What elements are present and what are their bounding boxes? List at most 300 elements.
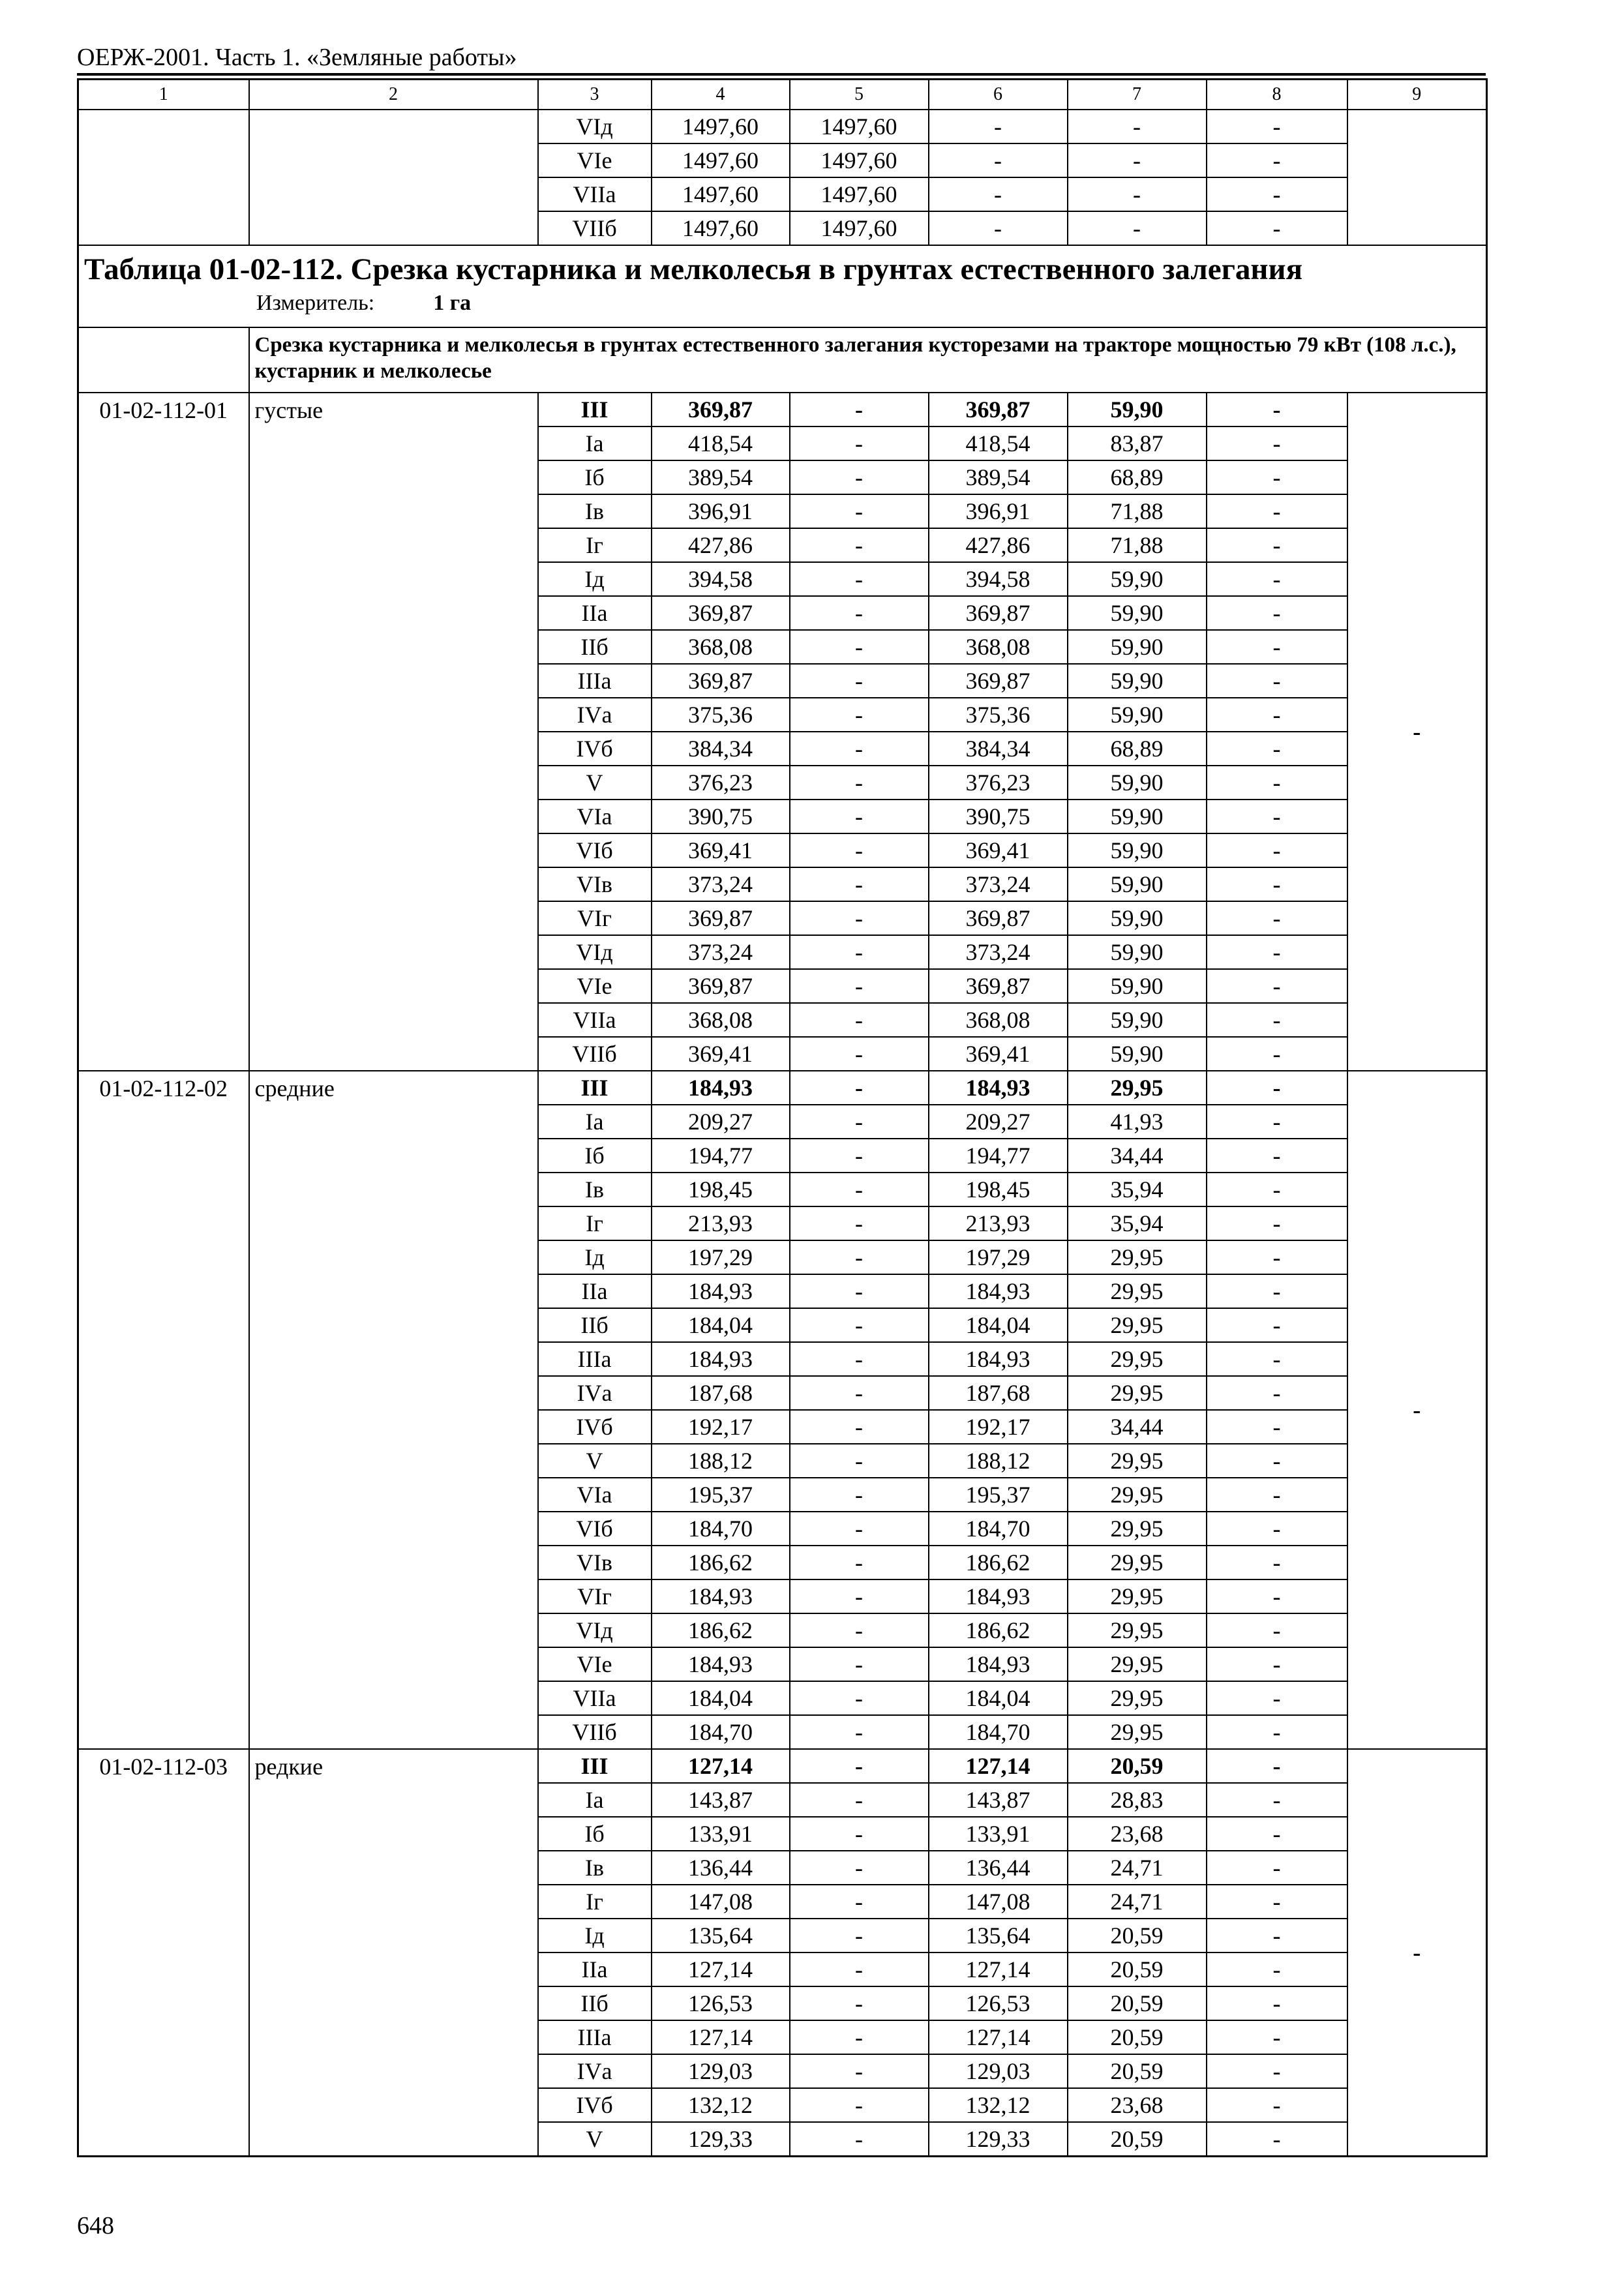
table-cell: - xyxy=(1207,1783,1347,1817)
table-cell: - xyxy=(1207,1342,1347,1376)
table-cell: 20,59 xyxy=(1068,1919,1207,1952)
norm-name: густые xyxy=(249,393,538,1071)
col9-cell: - xyxy=(1347,1071,1487,1749)
table-cell: 369,41 xyxy=(929,833,1068,867)
table-cell: Iд xyxy=(538,1240,652,1274)
table-cell: 198,45 xyxy=(929,1173,1068,1206)
table-cell: - xyxy=(929,143,1068,177)
table-cell: 418,54 xyxy=(652,426,790,460)
table-cell: 20,59 xyxy=(1068,1952,1207,1986)
table-cell: 194,77 xyxy=(929,1139,1068,1173)
table-cell: 34,44 xyxy=(1068,1410,1207,1444)
table-cell: - xyxy=(1207,1885,1347,1919)
description-blank-cell xyxy=(78,327,249,393)
table-cell: 369,87 xyxy=(652,393,790,426)
table-cell: 133,91 xyxy=(652,1817,790,1851)
table-cell: 198,45 xyxy=(652,1173,790,1206)
table-cell: 390,75 xyxy=(929,800,1068,833)
table-cell: 184,93 xyxy=(929,1274,1068,1308)
table-cell: - xyxy=(790,1546,929,1579)
table-cell: 373,24 xyxy=(929,935,1068,969)
table-cell: 213,93 xyxy=(929,1206,1068,1240)
norm-code: 01-02-112-02 xyxy=(78,1071,249,1749)
table-cell: 1497,60 xyxy=(790,211,929,245)
table-cell: 427,86 xyxy=(929,528,1068,562)
table-cell: 59,90 xyxy=(1068,630,1207,664)
table-cell: - xyxy=(1207,1003,1347,1037)
table-cell: 394,58 xyxy=(929,562,1068,596)
table-cell: 186,62 xyxy=(652,1613,790,1647)
table-cell: - xyxy=(1207,426,1347,460)
table-cell: - xyxy=(790,562,929,596)
table-cell: 147,08 xyxy=(652,1885,790,1919)
table-cell: 135,64 xyxy=(929,1919,1068,1952)
table-cell: - xyxy=(790,460,929,494)
table-cell: - xyxy=(1207,2054,1347,2088)
table-cell: 184,70 xyxy=(929,1715,1068,1749)
column-number: 6 xyxy=(929,80,1068,110)
table-cell: - xyxy=(1207,1037,1347,1071)
column-number: 9 xyxy=(1347,80,1487,110)
table-cell: - xyxy=(790,1919,929,1952)
table-cell: - xyxy=(790,1478,929,1512)
column-number-row xyxy=(78,80,1487,110)
table-cell: 24,71 xyxy=(1068,1885,1207,1919)
table-cell: - xyxy=(1207,1206,1347,1240)
table-cell: - xyxy=(790,1613,929,1647)
table-cell: VIв xyxy=(538,867,652,901)
table-cell: - xyxy=(790,1003,929,1037)
table-cell: - xyxy=(790,393,929,426)
table-cell: 396,91 xyxy=(929,494,1068,528)
table-cell: 376,23 xyxy=(652,766,790,800)
table-cell: 186,62 xyxy=(652,1546,790,1579)
table-cell: - xyxy=(790,1206,929,1240)
table-cell: 369,87 xyxy=(929,969,1068,1003)
table-cell: 29,95 xyxy=(1068,1613,1207,1647)
table-cell: - xyxy=(790,833,929,867)
table-cell: 35,94 xyxy=(1068,1206,1207,1240)
table-cell: 127,14 xyxy=(929,1952,1068,1986)
table-cell: IVб xyxy=(538,732,652,766)
table-cell: - xyxy=(790,698,929,732)
table-cell: 59,90 xyxy=(1068,935,1207,969)
table-cell: 209,27 xyxy=(929,1105,1068,1139)
table-cell: IVб xyxy=(538,1410,652,1444)
table-cell: VIе xyxy=(538,1647,652,1681)
table-cell: 384,34 xyxy=(929,732,1068,766)
table-cell: V xyxy=(538,2122,652,2157)
table-cell: - xyxy=(1207,664,1347,698)
table-cell: 132,12 xyxy=(929,2088,1068,2122)
table-cell: V xyxy=(538,766,652,800)
table-cell: VIб xyxy=(538,833,652,867)
table-cell: 127,14 xyxy=(929,1749,1068,1783)
table-cell: IVб xyxy=(538,2088,652,2122)
table-cell: - xyxy=(790,1715,929,1749)
table-cell: 369,87 xyxy=(929,393,1068,426)
table-cell: - xyxy=(1207,1444,1347,1478)
table-cell: Iв xyxy=(538,494,652,528)
table-cell: - xyxy=(790,426,929,460)
table-cell: 373,24 xyxy=(929,867,1068,901)
table-cell: - xyxy=(790,1240,929,1274)
table-cell: 41,93 xyxy=(1068,1105,1207,1139)
table-cell: IIа xyxy=(538,1274,652,1308)
table-cell: 418,54 xyxy=(929,426,1068,460)
table-cell: 24,71 xyxy=(1068,1851,1207,1885)
table-cell: 20,59 xyxy=(1068,1749,1207,1783)
table-cell: - xyxy=(1207,1546,1347,1579)
table-cell: - xyxy=(1068,143,1207,177)
column-number: 1 xyxy=(78,80,249,110)
table-cell: 59,90 xyxy=(1068,698,1207,732)
column-number: 4 xyxy=(652,80,790,110)
table-cell: - xyxy=(1207,833,1347,867)
table-cell: 59,90 xyxy=(1068,766,1207,800)
table-cell: 376,23 xyxy=(929,766,1068,800)
table-row xyxy=(78,393,1487,426)
table-cell: 369,41 xyxy=(652,833,790,867)
table-cell: 396,91 xyxy=(652,494,790,528)
norm-code: 01-02-112-03 xyxy=(78,1749,249,2157)
table-cell: - xyxy=(1207,1240,1347,1274)
table-cell: 213,93 xyxy=(652,1206,790,1240)
table-cell: - xyxy=(790,2020,929,2054)
table-cell: - xyxy=(1207,732,1347,766)
table-cell: 184,93 xyxy=(929,1071,1068,1105)
table-cell: - xyxy=(1207,1579,1347,1613)
table-cell: Iб xyxy=(538,460,652,494)
table-cell: VIг xyxy=(538,1579,652,1613)
table-cell: 136,44 xyxy=(929,1851,1068,1885)
page-header: ОЕРЖ-2001. Часть 1. «Земляные работы» xyxy=(77,44,517,71)
table-cell: 29,95 xyxy=(1068,1071,1207,1105)
table-cell: - xyxy=(790,1512,929,1546)
col9-cell: - xyxy=(1347,1749,1487,2157)
table-cell: - xyxy=(1207,969,1347,1003)
table-cell: - xyxy=(790,1885,929,1919)
table-cell: VIIа xyxy=(538,177,652,211)
table-cell: VIд xyxy=(538,935,652,969)
table-cell: - xyxy=(1207,1749,1347,1783)
table-cell: - xyxy=(1068,211,1207,245)
table-cell: 186,62 xyxy=(929,1546,1068,1579)
table-cell: - xyxy=(790,1681,929,1715)
table-cell: Iа xyxy=(538,426,652,460)
table-cell: IIб xyxy=(538,1986,652,2020)
table-cell: - xyxy=(1207,2122,1347,2157)
table-cell: 29,95 xyxy=(1068,1376,1207,1410)
table-cell: 71,88 xyxy=(1068,528,1207,562)
table-cell: - xyxy=(790,1817,929,1851)
table-cell: - xyxy=(1207,562,1347,596)
table-cell: - xyxy=(790,766,929,800)
table-cell: - xyxy=(1207,1681,1347,1715)
table-cell: III xyxy=(538,393,652,426)
table-row xyxy=(78,110,1487,143)
table-cell: - xyxy=(790,1071,929,1105)
table-cell: Iг xyxy=(538,528,652,562)
table-cell: 1497,60 xyxy=(790,143,929,177)
table-cell: VIIа xyxy=(538,1003,652,1037)
table-cell: VIа xyxy=(538,1478,652,1512)
table-cell: IIIа xyxy=(538,2020,652,2054)
table-cell: - xyxy=(790,1308,929,1342)
table-cell: VIIб xyxy=(538,1037,652,1071)
col9-cell: - xyxy=(1347,393,1487,1071)
table-cell: 23,68 xyxy=(1068,2088,1207,2122)
table-cell: 195,37 xyxy=(929,1478,1068,1512)
table-cell: - xyxy=(1207,177,1347,211)
col9-cell xyxy=(1347,110,1487,245)
table-cell: 83,87 xyxy=(1068,426,1207,460)
table-cell: - xyxy=(790,2054,929,2088)
table-cell: 68,89 xyxy=(1068,732,1207,766)
table-cell: - xyxy=(1207,596,1347,630)
table-cell: VIIб xyxy=(538,1715,652,1749)
table-cell: 389,54 xyxy=(652,460,790,494)
norm-name: редкие xyxy=(249,1749,538,2157)
table-cell: 184,04 xyxy=(929,1308,1068,1342)
table-cell: - xyxy=(790,1376,929,1410)
table-cell: 188,12 xyxy=(929,1444,1068,1478)
table-cell: 195,37 xyxy=(652,1478,790,1512)
table-cell: 1497,60 xyxy=(652,211,790,245)
table-cell: 184,93 xyxy=(652,1579,790,1613)
table-cell: Iг xyxy=(538,1885,652,1919)
table-cell: Iб xyxy=(538,1817,652,1851)
table-cell: 187,68 xyxy=(652,1376,790,1410)
table-cell: - xyxy=(1207,143,1347,177)
table-cell: 375,36 xyxy=(929,698,1068,732)
meter-value: 1 га xyxy=(433,291,472,315)
table-cell: - xyxy=(790,1444,929,1478)
table-cell: 143,87 xyxy=(652,1783,790,1817)
meter-line xyxy=(84,289,1481,318)
table-title-cell xyxy=(78,245,1487,327)
table-cell: 369,41 xyxy=(929,1037,1068,1071)
table-cell: - xyxy=(1207,867,1347,901)
table-cell: 384,34 xyxy=(652,732,790,766)
table-cell: 29,95 xyxy=(1068,1342,1207,1376)
table-cell: - xyxy=(790,969,929,1003)
table-cell: - xyxy=(1207,935,1347,969)
table-cell: - xyxy=(1207,2020,1347,2054)
table-cell: 394,58 xyxy=(652,562,790,596)
table-cell: - xyxy=(1207,800,1347,833)
table-cell: - xyxy=(1207,766,1347,800)
table-cell: 184,04 xyxy=(652,1681,790,1715)
table-cell: Iа xyxy=(538,1783,652,1817)
table-cell: - xyxy=(1207,1512,1347,1546)
table-cell: - xyxy=(1207,1308,1347,1342)
table-cell: 59,90 xyxy=(1068,867,1207,901)
table-cell: 59,90 xyxy=(1068,1003,1207,1037)
table-cell: 369,41 xyxy=(652,1037,790,1071)
column-number: 5 xyxy=(790,80,929,110)
table-cell: - xyxy=(1207,698,1347,732)
table-cell: Iа xyxy=(538,1105,652,1139)
table-cell: V xyxy=(538,1444,652,1478)
table-cell: 184,93 xyxy=(929,1342,1068,1376)
table-cell: - xyxy=(1207,1715,1347,1749)
table-cell: 192,17 xyxy=(652,1410,790,1444)
table-cell: - xyxy=(790,1410,929,1444)
table-cell: IIб xyxy=(538,1308,652,1342)
table-cell: - xyxy=(1207,630,1347,664)
table-cell: - xyxy=(1207,393,1347,426)
table-cell: - xyxy=(1207,901,1347,935)
table-cell: Iв xyxy=(538,1173,652,1206)
table-cell: - xyxy=(790,800,929,833)
table-cell: - xyxy=(1207,211,1347,245)
table-cell: VIIа xyxy=(538,1681,652,1715)
table-cell: 29,95 xyxy=(1068,1681,1207,1715)
table-cell: 184,93 xyxy=(929,1647,1068,1681)
table-cell: IIа xyxy=(538,596,652,630)
table-cell: - xyxy=(1207,1647,1347,1681)
table-cell: - xyxy=(790,901,929,935)
table-cell: 127,14 xyxy=(929,2020,1068,2054)
table-cell: - xyxy=(1207,1478,1347,1512)
table-cell: 197,29 xyxy=(652,1240,790,1274)
table-cell: III xyxy=(538,1071,652,1105)
norms-table xyxy=(77,78,1488,2157)
table-cell: 129,03 xyxy=(652,2054,790,2088)
table-cell: 29,95 xyxy=(1068,1274,1207,1308)
table-cell: - xyxy=(790,494,929,528)
table-cell: 184,93 xyxy=(652,1342,790,1376)
table-cell: 136,44 xyxy=(652,1851,790,1885)
table-cell: - xyxy=(790,935,929,969)
table-cell: 29,95 xyxy=(1068,1240,1207,1274)
page-number: 648 xyxy=(77,2212,114,2239)
table-cell: - xyxy=(1207,1376,1347,1410)
table-cell: 23,68 xyxy=(1068,1817,1207,1851)
table-cell: - xyxy=(790,1579,929,1613)
table-cell: 71,88 xyxy=(1068,494,1207,528)
table-cell: 369,87 xyxy=(929,664,1068,698)
table-cell: 59,90 xyxy=(1068,969,1207,1003)
table-cell: 59,90 xyxy=(1068,664,1207,698)
table-cell: 29,95 xyxy=(1068,1647,1207,1681)
table-cell: 209,27 xyxy=(652,1105,790,1139)
table-cell: 59,90 xyxy=(1068,800,1207,833)
table-cell: VIа xyxy=(538,800,652,833)
table-cell: 127,14 xyxy=(652,2020,790,2054)
table-cell: 129,03 xyxy=(929,2054,1068,2088)
table-cell: - xyxy=(1207,528,1347,562)
table-cell: - xyxy=(929,211,1068,245)
table-cell: 20,59 xyxy=(1068,2122,1207,2157)
table-cell: - xyxy=(1207,1851,1347,1885)
table-cell: - xyxy=(790,1647,929,1681)
table-cell: Iг xyxy=(538,1206,652,1240)
table-cell: 20,59 xyxy=(1068,1986,1207,2020)
table-row xyxy=(78,1071,1487,1105)
table-cell: IIIа xyxy=(538,664,652,698)
table-cell: - xyxy=(790,1105,929,1139)
table-cell: 369,87 xyxy=(652,969,790,1003)
table-cell: 368,08 xyxy=(652,1003,790,1037)
table-title: Таблица 01-02-112. Срезка кустарника и мелколесья в грунтах естественного залегания xyxy=(84,252,1302,286)
table-cell: 34,44 xyxy=(1068,1139,1207,1173)
table-cell: 184,93 xyxy=(652,1647,790,1681)
table-cell: 375,36 xyxy=(652,698,790,732)
table-cell: 35,94 xyxy=(1068,1173,1207,1206)
table-cell: - xyxy=(790,1173,929,1206)
table-row xyxy=(78,1749,1487,1783)
column-number: 2 xyxy=(249,80,538,110)
table-cell: III xyxy=(538,1749,652,1783)
table-cell: - xyxy=(790,2088,929,2122)
table-cell: - xyxy=(1207,1173,1347,1206)
meter-label: Измеритель: xyxy=(256,291,375,315)
table-cell: - xyxy=(790,732,929,766)
table-cell: 126,53 xyxy=(652,1986,790,2020)
table-cell: - xyxy=(790,1342,929,1376)
table-cell: 197,29 xyxy=(929,1240,1068,1274)
table-cell: 184,70 xyxy=(929,1512,1068,1546)
column-number: 7 xyxy=(1068,80,1207,110)
table-cell: 184,93 xyxy=(652,1274,790,1308)
table-cell: 369,87 xyxy=(652,596,790,630)
table-cell: IVа xyxy=(538,2054,652,2088)
table-cell: 133,91 xyxy=(929,1817,1068,1851)
table-cell: 1497,60 xyxy=(790,110,929,143)
table-cell: - xyxy=(1207,1410,1347,1444)
table-cell: - xyxy=(790,664,929,698)
table-cell: - xyxy=(790,1783,929,1817)
table-cell: 192,17 xyxy=(929,1410,1068,1444)
table-cell: - xyxy=(790,2122,929,2157)
table-cell: 369,87 xyxy=(929,901,1068,935)
table-cell: - xyxy=(790,630,929,664)
table-cell: 59,90 xyxy=(1068,562,1207,596)
table-cell: 390,75 xyxy=(652,800,790,833)
table-cell: 129,33 xyxy=(929,2122,1068,2157)
table-cell: IIIа xyxy=(538,1342,652,1376)
table-cell: VIIб xyxy=(538,211,652,245)
table-cell: 373,24 xyxy=(652,935,790,969)
table-cell: 29,95 xyxy=(1068,1308,1207,1342)
table-cell: 20,59 xyxy=(1068,2054,1207,2088)
table-cell: - xyxy=(790,1139,929,1173)
header-rule xyxy=(77,73,1486,76)
table-cell: 59,90 xyxy=(1068,393,1207,426)
table-cell: IIб xyxy=(538,630,652,664)
table-cell: - xyxy=(790,596,929,630)
table-cell: - xyxy=(1207,460,1347,494)
table-cell: - xyxy=(1207,1274,1347,1308)
column-number: 8 xyxy=(1207,80,1347,110)
description-row xyxy=(78,327,1487,393)
table-cell: 187,68 xyxy=(929,1376,1068,1410)
table-cell: 373,24 xyxy=(652,867,790,901)
table-cell: 1497,60 xyxy=(790,177,929,211)
table-cell: 389,54 xyxy=(929,460,1068,494)
code-cell xyxy=(78,110,249,245)
table-cell: - xyxy=(790,1037,929,1071)
table-cell: 29,95 xyxy=(1068,1478,1207,1512)
table-cell: 59,90 xyxy=(1068,901,1207,935)
table-cell: 126,53 xyxy=(929,1986,1068,2020)
table-cell: 369,87 xyxy=(929,596,1068,630)
table-cell: 368,08 xyxy=(929,630,1068,664)
table-cell: 135,64 xyxy=(652,1919,790,1952)
table-cell: - xyxy=(790,867,929,901)
